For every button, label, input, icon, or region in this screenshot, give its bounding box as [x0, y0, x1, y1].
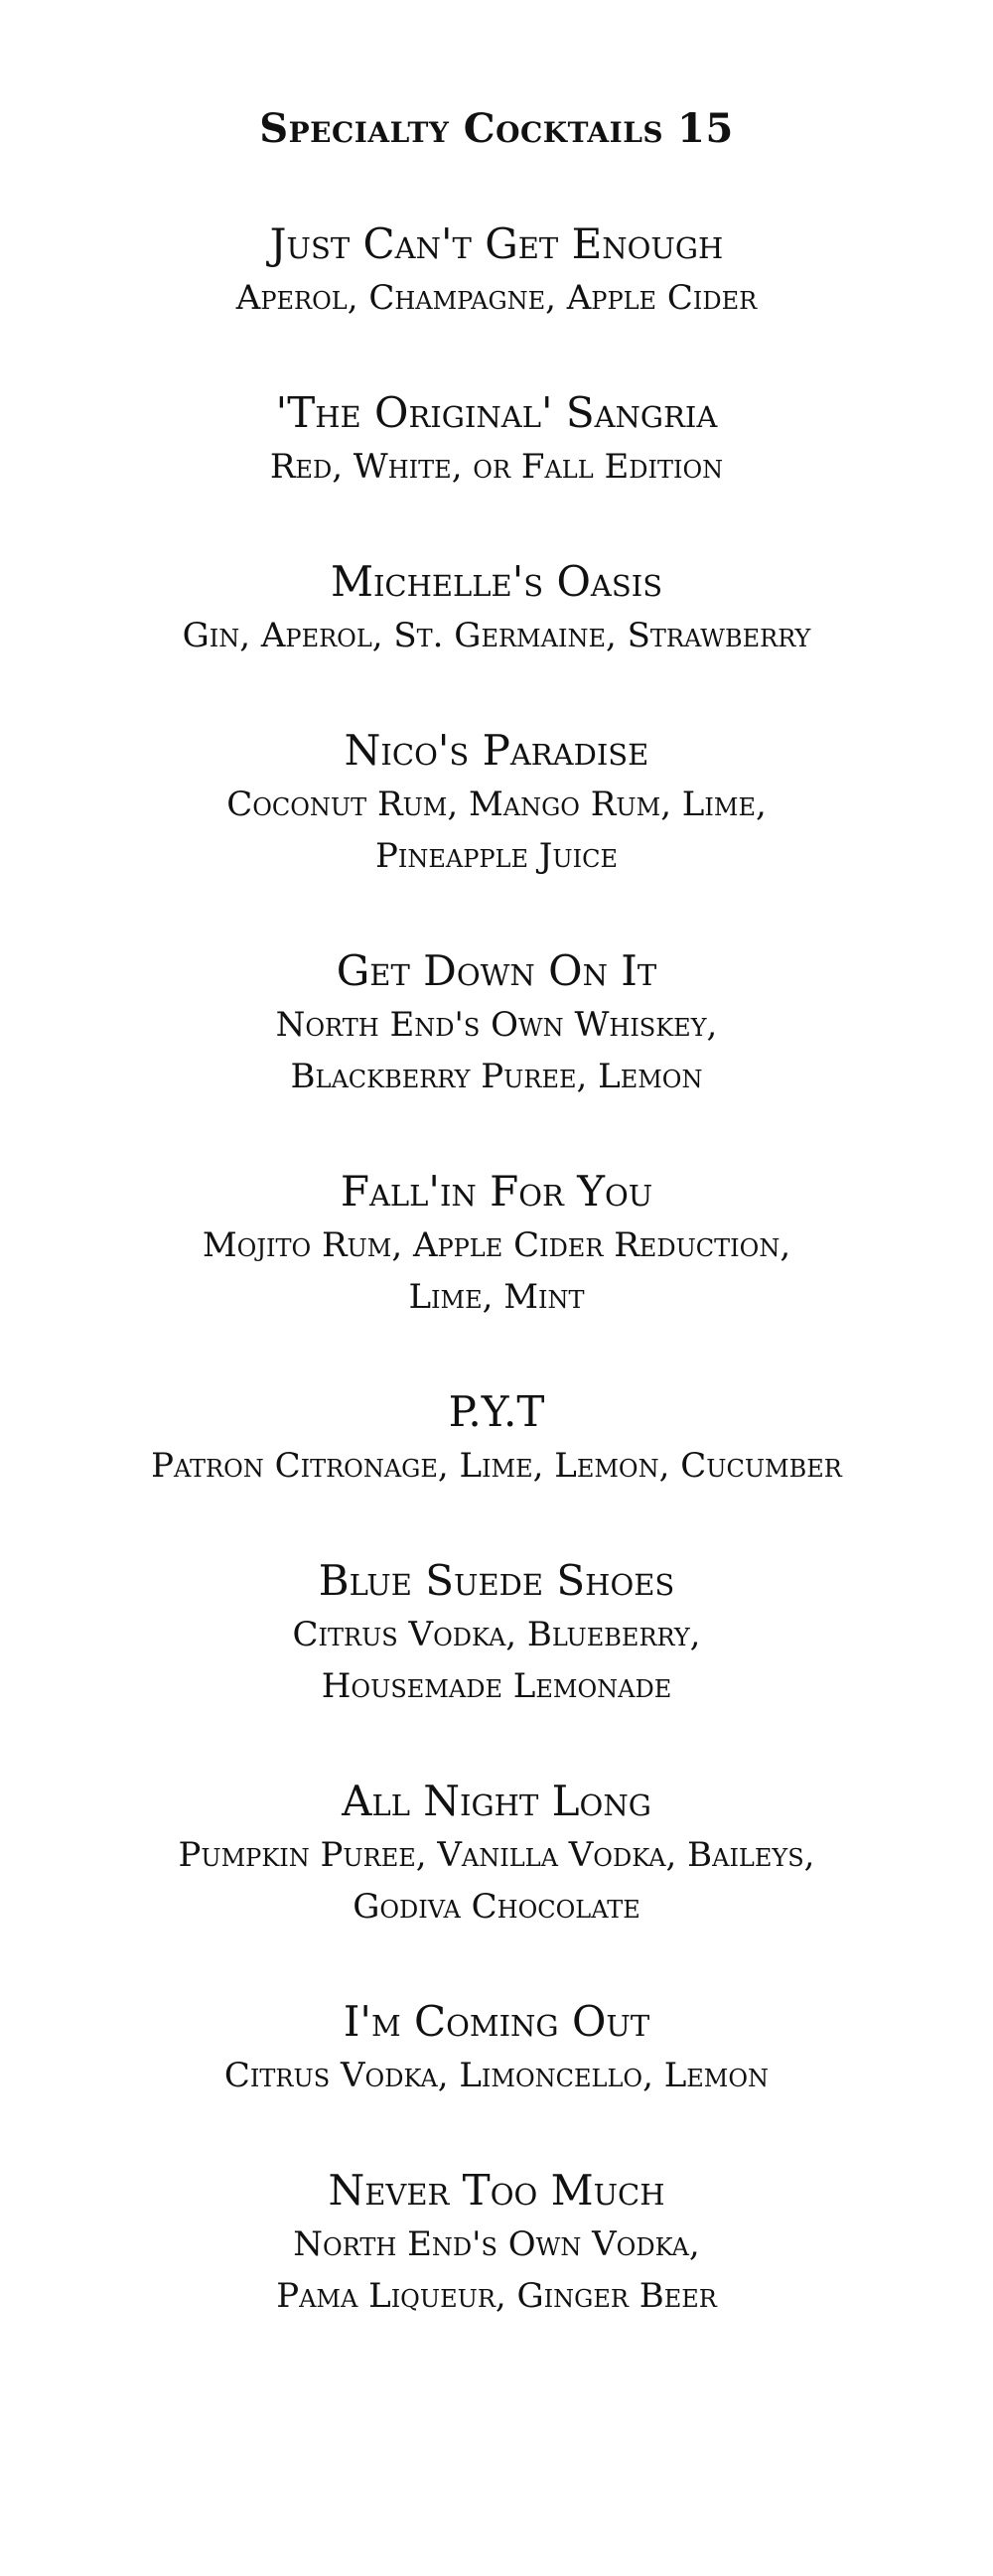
item-description-line: Gin, Aperol, St. Germaine, Strawberry [182, 616, 811, 655]
item-description [0, 2050, 993, 2101]
item-name: 'The Original' Sangria [275, 388, 718, 437]
item-name: Get Down On It [336, 946, 657, 995]
item-description [0, 1219, 993, 1323]
menu-item [0, 1553, 993, 1712]
item-description-line: Blackberry Puree, Lemon [290, 1057, 703, 1096]
menu-item [0, 216, 993, 324]
item-name: Never Too Much [328, 2166, 665, 2215]
item-description-line: North End's Own Vodka, [293, 2224, 700, 2264]
menu-item [0, 1384, 993, 1492]
item-description-line: Housemade Lemonade [321, 1666, 672, 1706]
menu-item [0, 385, 993, 493]
item-description-line: Citrus Vodka, Blueberry, [292, 1615, 701, 1654]
menu-title-text: Specialty Cocktails [259, 105, 664, 152]
menu-item [0, 1774, 993, 1932]
item-description-line: Pama Liqueur, Ginger Beer [276, 2276, 717, 2316]
item-description [0, 999, 993, 1102]
item-description [0, 779, 993, 882]
item-description [0, 2218, 993, 2322]
item-description [0, 441, 993, 493]
item-description-line: Aperol, Champagne, Apple Cider [235, 278, 758, 318]
menu-item [0, 1994, 993, 2101]
item-description [0, 272, 993, 324]
menu-title [0, 99, 993, 159]
item-name: P.Y.T [448, 1387, 545, 1436]
item-description-line: Mojito Rum, Apple Cider Reduction, [202, 1225, 791, 1265]
item-description-line: Lime, Mint [408, 1277, 585, 1317]
item-description-line: Red, White, or Fall Edition [269, 447, 724, 487]
item-name: I'm Coming Out [343, 1997, 650, 2046]
item-description [0, 1609, 993, 1712]
item-description-line: Coconut Rum, Mango Rum, Lime, [226, 785, 767, 824]
item-name: Nico's Paradise [344, 726, 649, 775]
item-description-line: Patron Citronage, Lime, Lemon, Cucumber [151, 1446, 842, 1486]
item-description [0, 1829, 993, 1932]
menu-item [0, 943, 993, 1102]
menu-item [0, 2163, 993, 2322]
item-name: Blue Suede Shoes [318, 1556, 675, 1605]
menu-item [0, 554, 993, 661]
menu-item [0, 723, 993, 882]
item-description-line: Citrus Vodka, Limoncello, Lemon [223, 2056, 770, 2095]
item-description-line: Pineapple Juice [375, 836, 618, 876]
item-name: Michelle's Oasis [330, 557, 663, 606]
item-name: Fall'in For You [340, 1167, 653, 1216]
item-description [0, 1440, 993, 1492]
item-description-line: Pumpkin Puree, Vanilla Vodka, Baileys, [178, 1835, 815, 1875]
item-name: All Night Long [342, 1777, 651, 1825]
item-name: Just Can't Get Enough [269, 219, 724, 268]
item-description-line: Godiva Chocolate [353, 1887, 640, 1927]
menu-item [0, 1164, 993, 1323]
menu-price: 15 [677, 105, 734, 152]
item-description-line: North End's Own Whiskey, [275, 1005, 718, 1045]
item-description [0, 610, 993, 661]
